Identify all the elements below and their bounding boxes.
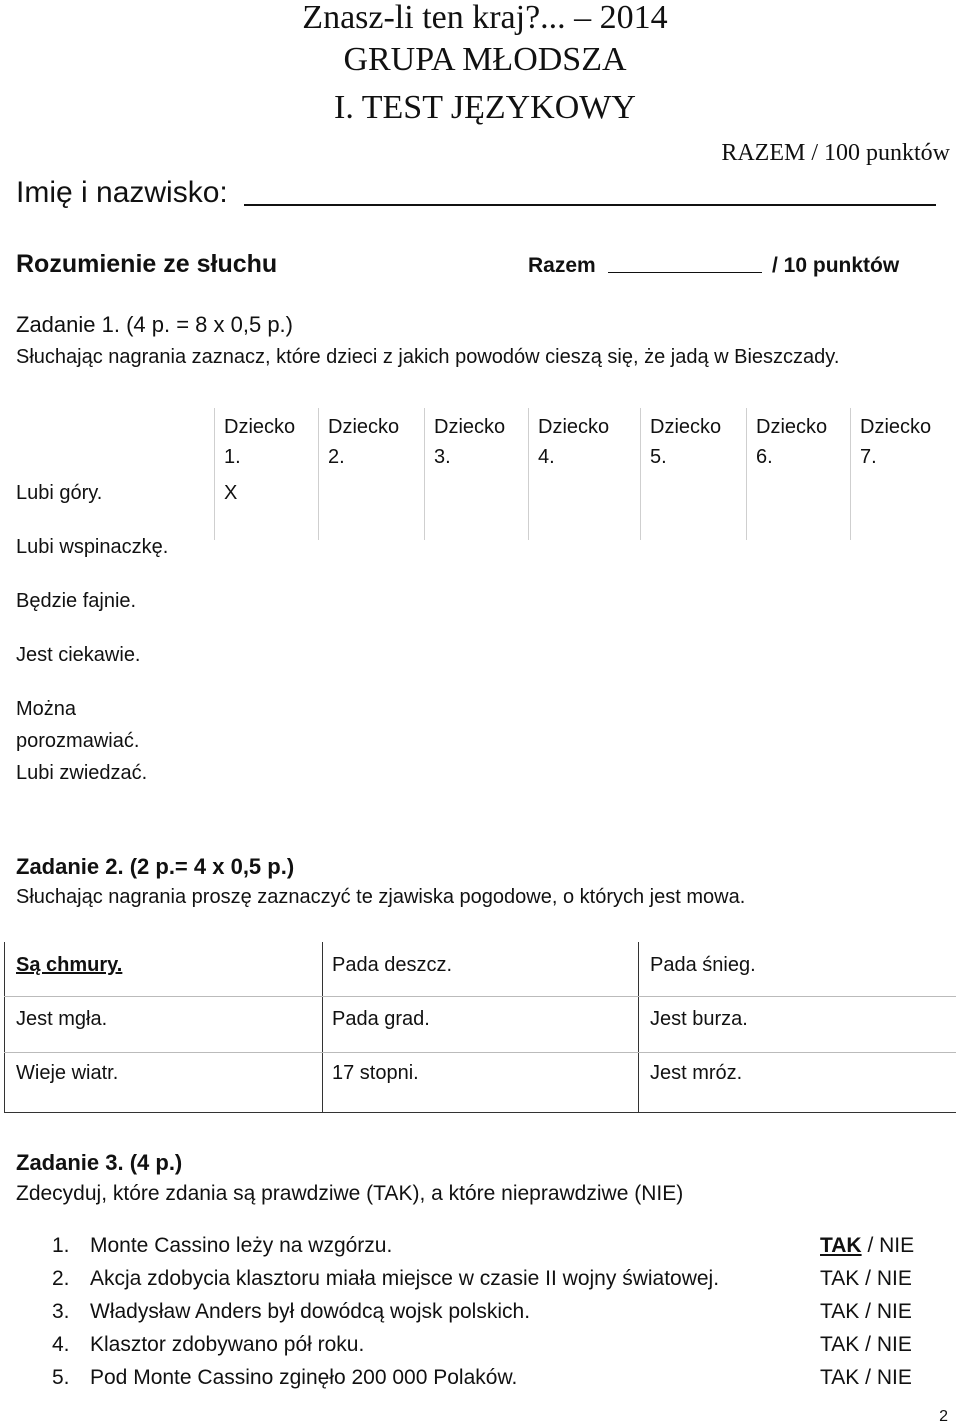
weather-cell[interactable]: 17 stopni. <box>332 1062 419 1084</box>
col-head-5: Dziecko 5. <box>650 416 722 468</box>
row-label-5a: Można <box>16 698 77 720</box>
weather-cell[interactable]: Pada deszcz. <box>332 954 453 976</box>
name-label: Imię i nazwisko: <box>16 176 228 209</box>
task2-heading: Zadanie 2. (2 p.= 4 x 0,5 p.) <box>16 854 295 879</box>
weather-cell[interactable]: Jest burza. <box>650 1008 748 1030</box>
answer-choice[interactable]: TAK / NIE <box>820 1333 912 1356</box>
question-text: Pod Monte Cassino zginęło 200 000 Polaków. <box>90 1366 518 1389</box>
col-head-1: Dziecko 1. <box>224 416 296 468</box>
col-head-6: Dziecko 6. <box>756 416 828 468</box>
question-text: Akcja zdobycia klasztoru miała miejsce w czasie II wojny światowej. <box>90 1267 720 1290</box>
question-text: Władysław Anders był dowódcą wojsk polskich. <box>90 1300 531 1323</box>
answer-choice[interactable]: TAK / NIE <box>820 1300 912 1323</box>
answer-choice[interactable]: TAK / NIE <box>820 1234 915 1257</box>
section-heading: Rozumienie ze słuchu <box>16 250 278 278</box>
title-line-1: Znasz-li ten kraj?... – 2014 <box>302 0 668 36</box>
answer-choice[interactable]: TAK / NIE <box>820 1267 912 1290</box>
section-razem-points: / 10 punktów <box>772 254 900 277</box>
example-mark: X <box>224 482 238 504</box>
name-field-line[interactable] <box>244 204 936 206</box>
row-label-4: Jest ciekawie. <box>16 644 141 666</box>
question-text: Monte Cassino leży na wzgórzu. <box>90 1234 393 1257</box>
col-head-2: Dziecko 2. <box>328 416 400 468</box>
weather-cell[interactable]: Jest mgła. <box>16 1008 108 1030</box>
question-number: 5. <box>52 1366 70 1389</box>
row-label-6: Lubi zwiedzać. <box>16 762 148 784</box>
weather-cell[interactable]: Jest mróz. <box>650 1062 743 1084</box>
weather-cell[interactable]: Są chmury. <box>16 954 123 976</box>
task1-instruction: Słuchając nagrania zaznacz, które dzieci z jakich powodów cieszą się, że jadą w Bieszczady. <box>16 346 840 368</box>
question-number: 4. <box>52 1333 70 1356</box>
question-text: Klasztor zdobywano pół roku. <box>90 1333 365 1356</box>
page-number: 2 <box>939 1408 948 1425</box>
weather-cell[interactable]: Pada grad. <box>332 1008 430 1030</box>
question-number: 2. <box>52 1267 70 1290</box>
weather-cell[interactable]: Wieje wiatr. <box>16 1062 119 1084</box>
row-label-5b: porozmawiać. <box>16 730 140 752</box>
section-razem-label: Razem <box>528 254 596 277</box>
task2-table <box>4 942 956 1113</box>
title-line-3: I. TEST JĘZYKOWY <box>334 89 636 126</box>
total-points: RAZEM / 100 punktów <box>721 140 950 166</box>
task2-instruction: Słuchając nagrania proszę zaznaczyć te zjawiska pogodowe, o których jest mowa. <box>16 886 746 908</box>
weather-cell[interactable]: Pada śnieg. <box>650 954 756 976</box>
question-number: 3. <box>52 1300 70 1323</box>
row-label-1: Lubi góry. <box>16 482 103 504</box>
row-label-2: Lubi wspinaczkę. <box>16 536 169 558</box>
task3-heading: Zadanie 3. (4 p.) <box>16 1150 183 1175</box>
col-head-4: Dziecko 4. <box>538 416 610 468</box>
task3-instruction: Zdecyduj, które zdania są prawdziwe (TAK), a które nieprawdziwe (NIE) <box>16 1182 684 1205</box>
section-score-line[interactable] <box>608 272 762 273</box>
col-head-3: Dziecko 3. <box>434 416 506 468</box>
task1-heading: Zadanie 1. (4 p. = 8 x 0,5 p.) <box>16 312 293 337</box>
answer-choice[interactable]: TAK / NIE <box>820 1366 912 1389</box>
title-line-2: GRUPA MŁODSZA <box>343 41 627 78</box>
col-head-7: Dziecko 7. <box>860 416 932 468</box>
question-number: 1. <box>52 1234 70 1257</box>
row-label-3: Będzie fajnie. <box>16 590 137 612</box>
